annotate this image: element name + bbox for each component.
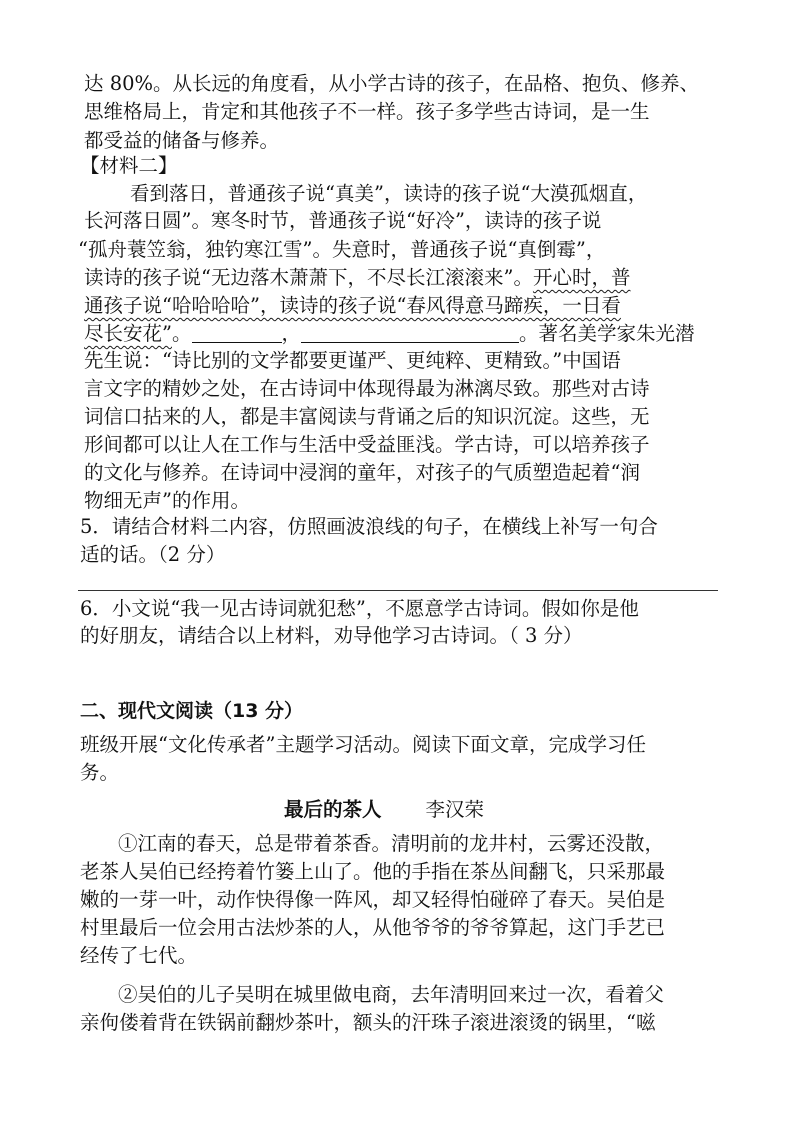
fill-in-blank-1[interactable] xyxy=(192,322,282,343)
answer-line[interactable] xyxy=(78,590,718,591)
material2-line: “孤舟蓑笠翁，独钓寒江雪”。失意时，普通孩子说“真倒霉”， xyxy=(78,238,606,261)
article-author: 李汉荣 xyxy=(425,798,485,821)
question-6: 6．小文说“我一见古诗词就犯愁”，不愿意学古诗词。假如你是他 xyxy=(80,597,639,620)
material2-label: 【材料二】 xyxy=(80,154,178,177)
material2-text: 。著名美学家朱光潜 xyxy=(519,322,695,345)
material1-line: 思维格局上，肯定和其他孩子不一样。孩子多学些古诗词，是一生 xyxy=(84,100,650,123)
material2-text: 读诗的孩子说“无边落木萧萧下，不尽长江滚滚来”。 xyxy=(84,266,533,289)
article-paragraph: 村里最后一位会用古法炒茶的人，从他爷爷的爷爷算起，这门手艺已 xyxy=(80,916,666,939)
article-paragraph: ①江南的春天，总是带着茶香。清明前的龙井村，云雾还没散， xyxy=(118,832,665,855)
material2-line xyxy=(84,320,724,348)
material2-line: 形间都可以让人在工作与生活中受益匪浅。学古诗，可以培养孩子 xyxy=(84,433,650,456)
fill-in-blank-2[interactable] xyxy=(301,322,519,343)
article-paragraph: 亲佝偻着背在铁锅前翻炒茶叶，额头的汗珠子滚进滚烫的锅里，“嗞 xyxy=(80,1011,656,1034)
section-intro: 班级开展“文化传承者”主题学习活动。阅读下面文章，完成学习任 xyxy=(80,733,646,756)
article-header xyxy=(284,796,794,824)
article-paragraph: 经传了七代。 xyxy=(80,944,198,967)
material1-line: 达 80%。从长远的角度看，从小学古诗的孩子，在品格、抱负、修养、 xyxy=(84,72,700,95)
material2-line xyxy=(84,292,724,320)
material2-line: 词信口拈来的人，都是丰富阅读与背诵之后的知识沉淀。这些，无 xyxy=(84,405,650,428)
material2-line: 看到落日，普通孩子说“真美”，读诗的孩子说“大漠孤烟直， xyxy=(130,182,648,205)
section-intro: 务。 xyxy=(80,761,120,784)
article-paragraph: ②吴伯的儿子吴明在城里做电商，去年清明回来过一次，看着父 xyxy=(118,983,665,1006)
material2-line xyxy=(84,264,724,292)
question-5: 适的话。（2 分） xyxy=(80,543,226,566)
question-5: 5．请结合材料二内容，仿照画波浪线的句子，在横线上补写一句合 xyxy=(80,515,658,538)
punctuation: 。 xyxy=(171,322,192,345)
wavy-underlined-sentence: 开心时，普 xyxy=(532,266,631,289)
material2-line: 言文字的精妙之处，在古诗词中体现得最为淋漓尽致。那些对古诗 xyxy=(84,377,650,400)
wavy-underlined-sentence: 通孩子说“哈哈哈哈”，读诗的孩子说“春风得意马蹄疾，一日看 xyxy=(84,294,621,317)
article-paragraph: 嫩的一芽一叶，动作快得像一阵风，却又轻得怕碰碎了春天。吴伯是 xyxy=(80,888,666,911)
material2-line: 物细无声”的作用。 xyxy=(84,489,250,512)
material2-line: 的文化与修养。在诗词中浸润的童年，对孩子的气质塑造起着“润 xyxy=(84,461,640,484)
article-paragraph: 老茶人吴伯已经挎着竹篓上山了。他的手指在茶丛间翻飞，只采那最 xyxy=(80,860,666,883)
punctuation: ， xyxy=(281,322,302,345)
material2-line: 先生说：“诗比别的文学都要更谨严、更纯粹、更精致。”中国语 xyxy=(84,349,621,372)
section-heading: 二、现代文阅读（13 分） xyxy=(80,700,304,722)
material1-line: 都受益的储备与修养。 xyxy=(84,129,280,152)
article-title: 最后的茶人 xyxy=(284,798,382,821)
question-6: 的好朋友，请结合以上材料，劝导他学习古诗词。（ 3 分） xyxy=(80,624,583,647)
material2-line: 长河落日圆”。寒冬时节，普通孩子说“好冷”，读诗的孩子说 xyxy=(84,209,602,232)
wavy-underlined-sentence: 尽长安花” xyxy=(84,322,172,345)
